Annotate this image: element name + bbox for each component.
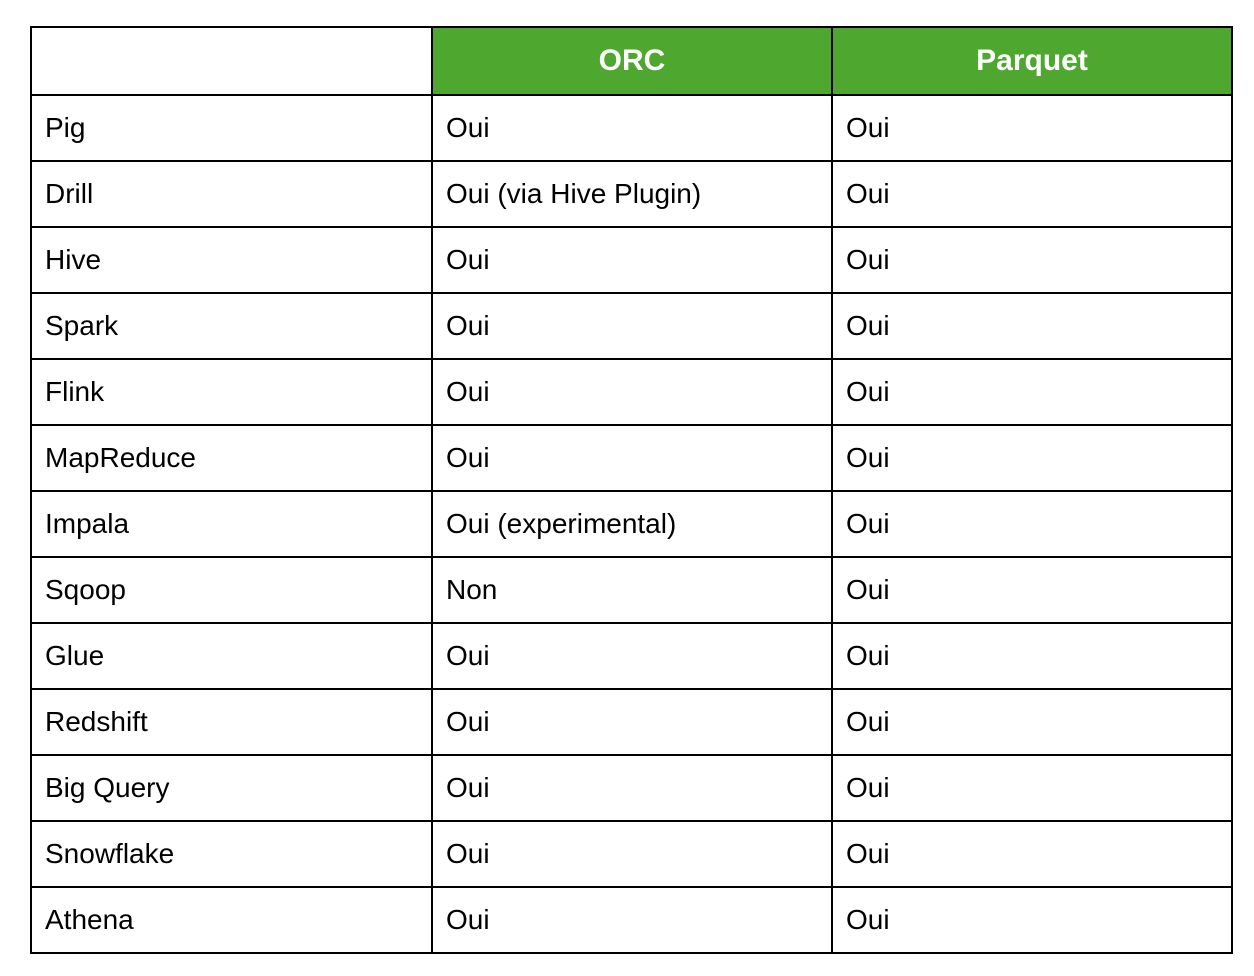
row-orc-cell: Oui [432,821,832,887]
row-parquet-cell: Oui [832,359,1232,425]
row-orc-cell: Oui (experimental) [432,491,832,557]
row-tool-cell: Sqoop [31,557,432,623]
row-parquet-cell: Oui [832,161,1232,227]
row-tool-cell: MapReduce [31,425,432,491]
table-row [31,755,1232,821]
table-row [31,227,1232,293]
row-tool-cell: Spark [31,293,432,359]
row-parquet-cell: Oui [832,887,1232,953]
row-orc-cell: Oui [432,887,832,953]
table-row [31,557,1232,623]
row-parquet-cell: Oui [832,623,1232,689]
row-parquet-cell: Oui [832,491,1232,557]
row-orc-cell: Oui [432,425,832,491]
row-orc-cell: Oui [432,359,832,425]
header-orc: ORC [432,27,832,95]
table-row [31,491,1232,557]
row-orc-cell: Oui [432,293,832,359]
row-tool-cell: Athena [31,887,432,953]
row-tool-cell: Impala [31,491,432,557]
table-row [31,95,1232,161]
row-parquet-cell: Oui [832,293,1232,359]
header-corner-cell [31,27,432,95]
row-tool-cell: Snowflake [31,821,432,887]
table-row [31,821,1232,887]
row-parquet-cell: Oui [832,755,1232,821]
table-row [31,623,1232,689]
row-tool-cell: Glue [31,623,432,689]
row-parquet-cell: Oui [832,689,1232,755]
row-tool-cell: Hive [31,227,432,293]
row-orc-cell: Oui [432,623,832,689]
row-tool-cell: Drill [31,161,432,227]
row-orc-cell: Oui [432,95,832,161]
row-orc-cell: Oui (via Hive Plugin) [432,161,832,227]
row-orc-cell: Oui [432,227,832,293]
row-parquet-cell: Oui [832,227,1232,293]
row-tool-cell: Big Query [31,755,432,821]
table-row [31,689,1232,755]
row-tool-cell: Flink [31,359,432,425]
table-row [31,425,1232,491]
table-row [31,161,1232,227]
row-tool-cell: Redshift [31,689,432,755]
table-row [31,887,1232,953]
row-parquet-cell: Oui [832,557,1232,623]
row-tool-cell: Pig [31,95,432,161]
row-orc-cell: Oui [432,755,832,821]
row-orc-cell: Oui [432,689,832,755]
row-parquet-cell: Oui [832,821,1232,887]
header-parquet: Parquet [832,27,1232,95]
table-row [31,293,1232,359]
compatibility-table [30,26,1233,954]
header-row [31,27,1232,95]
row-parquet-cell: Oui [832,425,1232,491]
table-row [31,359,1232,425]
row-parquet-cell: Oui [832,95,1232,161]
row-orc-cell: Non [432,557,832,623]
